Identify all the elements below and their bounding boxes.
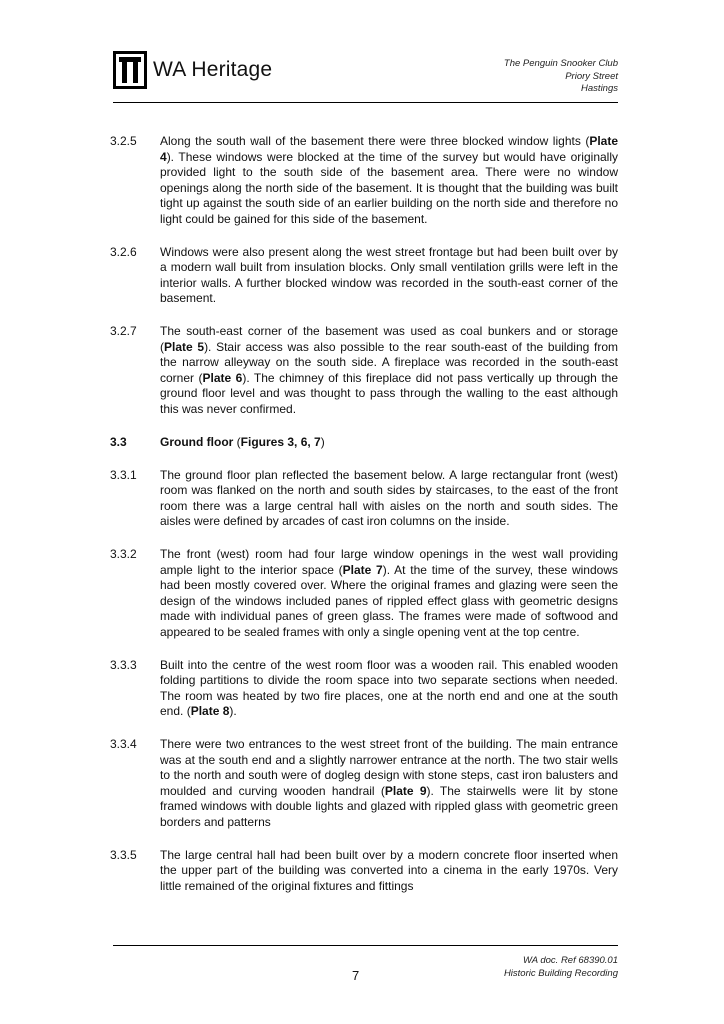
plate-reference: Plate 7 [342, 562, 383, 577]
paragraph-text [160, 848, 618, 895]
paragraph-number: 3.2.6 [110, 244, 137, 259]
paragraph [110, 134, 618, 227]
text-run: Along the south wall of the basement there were three blocked window lights ( [160, 134, 590, 148]
text-run: ). [229, 704, 237, 718]
text-run: Built into the centre of the west room floor was a wooden rail. This enabled wooden folding partitions to divide the room space into two separate sections when needed. The room was heated by two fire places, one at the north end and one at the south end. ( [160, 657, 618, 718]
paragraph-number: 3.3.4 [110, 737, 137, 751]
paragraph-text [160, 245, 618, 307]
text-run: The south-east corner of the basement was used as coal bunkers and or storage ( [160, 324, 618, 354]
text-run: ). Stair access was also possible to the rear south-east of the building from the narrow alleyway on the south side. A fireplace was recorded in the south-east corner ( [160, 339, 618, 385]
section-title: Ground floor [160, 434, 234, 449]
page-number: 7 [352, 968, 360, 983]
logo-text: WA Heritage [153, 58, 273, 81]
address-line: Hastings [581, 83, 618, 94]
address-line: Priory Street [565, 70, 618, 82]
paragraph-text [160, 324, 618, 417]
paragraph [110, 245, 618, 307]
text-run: The large central hall had been built over by a modern concrete floor inserted when the upper part of the building was converted into a cinema in the early 1970s. Very little remained of the original fixtures and fittings [160, 847, 618, 893]
site-address [504, 58, 618, 96]
plate-reference: Plate 5 [164, 339, 205, 354]
address-line: The Penguin Snooker Club [503, 58, 618, 69]
paragraph-number: 3.3.3 [110, 657, 137, 672]
paragraph-number: 3.3.5 [110, 847, 137, 862]
text-run: Windows were also present along the west street frontage but had been built over by a modern wall built from insulation blocks. Only small ventilation grills were left in the interior walls. A further blocked window was recorded in the south-east corner of the basement. [160, 244, 618, 305]
doc-ref: WA doc. Ref 68390.01 [522, 955, 618, 966]
paragraph-text [160, 658, 618, 720]
paragraph-text [160, 468, 618, 530]
paragraph-number: 3.3.1 [110, 467, 137, 482]
page-header [0, 0, 724, 110]
header-divider [113, 102, 618, 103]
text-run: ). The stairwells were lit by stone framed windows with double lights and glazed with rippled glass with geometric green borders and patterns [160, 783, 618, 829]
section-refs: Figures 3, 6, 7 [240, 434, 321, 449]
paragraph [110, 658, 618, 720]
text-run: ). These windows were blocked at the time of the survey but would have originally provided light to the south side of the basement area. There were no window openings along the north side of the basement. It is thought that the building was built tight up against the south side of an earlier building on the north side and therefore no light could be gained for this side of the basement. [160, 149, 618, 226]
section-number: 3.3 [110, 434, 127, 449]
wa-heritage-logo [113, 50, 272, 90]
plate-reference: Plate 4 [160, 134, 618, 164]
text-run: The front (west) room had four large window openings in the west wall providing ample light to the interior space ( [160, 547, 618, 577]
section-refs-open: ( [233, 434, 241, 449]
text-run: ). The chimney of this fireplace did not pass vertically up through the ground floor level and was thought to pass through the walling to the east although this was never confirmed. [160, 370, 619, 416]
paragraph-number: 3.2.7 [110, 324, 137, 338]
text-run: The ground floor plan reflected the basement below. A large rectangular front (west) room was flanked on the north and south sides by staircases, to the east of the front room there was a large central hall with aisles on the north and south sides. The aisles were defined by arcades of cast iron columns on the inside. [160, 467, 618, 528]
plate-reference: Plate 8 [190, 704, 230, 718]
paragraph [110, 468, 618, 530]
paragraph-text [160, 134, 618, 227]
paragraph-text [160, 547, 618, 640]
ground-floor-paragraphs [110, 468, 618, 895]
paragraph-text [160, 737, 618, 830]
doc-type: Historic Building Recording [503, 967, 618, 979]
basement-paragraphs [110, 134, 618, 417]
paragraph [110, 324, 618, 417]
footer-divider [113, 945, 618, 946]
paragraph [110, 547, 618, 640]
wa-logo-icon [113, 51, 147, 89]
text-run: There were two entrances to the west street front of the building. The main entrance was at the south end and a slightly narrower entrance at the north. The two stair wells to the north and south were of dogleg design with stone steps, cast iron balusters and moulded and curving wooden handrail ( [160, 737, 618, 798]
paragraph-number: 3.3.2 [110, 547, 137, 561]
paragraph-number: 3.2.5 [110, 134, 137, 148]
section-heading [110, 435, 618, 451]
plate-reference: Plate 9 [384, 783, 427, 798]
paragraph [110, 737, 618, 830]
report-body [110, 134, 618, 912]
plate-reference: Plate 6 [202, 370, 243, 385]
section-refs-close: ) [320, 434, 325, 449]
text-run: ). At the time of the survey, these windows had been mostly covered over. Where the original frames and glazing were seen the design of the windows included panes of rippled effect glass with geometric designs made with individual panes of green glass. The frames were made of softwood and appeared to be sealed frames with only a single opening vent at the top centre. [160, 562, 618, 639]
document-reference [504, 955, 618, 980]
paragraph [110, 848, 618, 895]
